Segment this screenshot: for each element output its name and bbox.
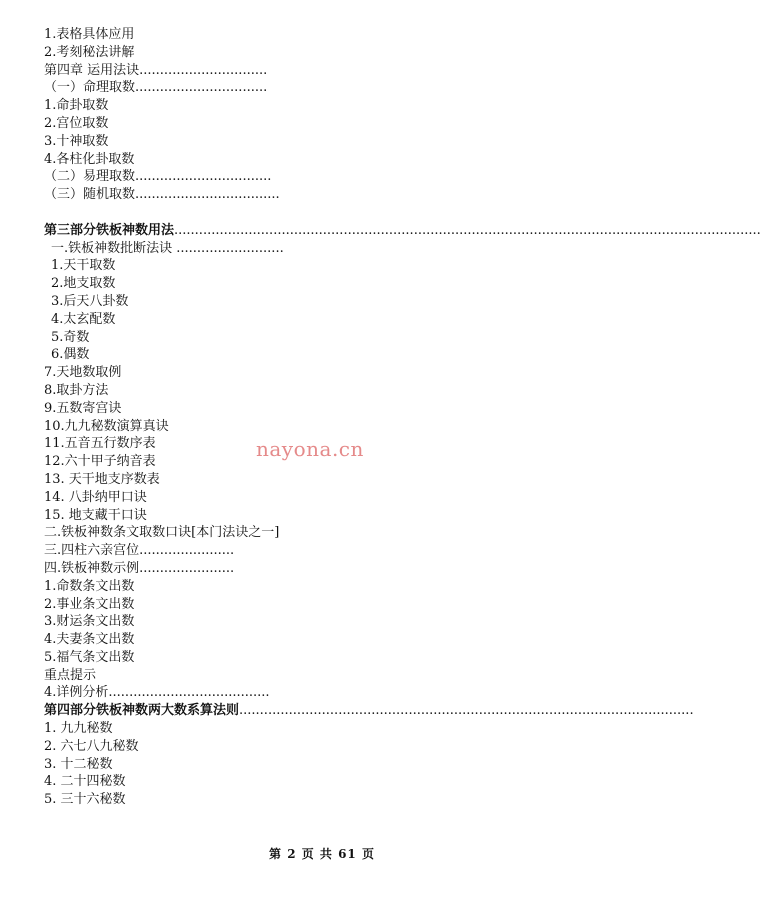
section4-heading-text: 第四部分铁板神数两大数系算法则 — [44, 703, 240, 719]
toc-line: （二）易理取数................................. — [44, 169, 272, 185]
toc-line: 13. 天干地支序数表 — [44, 471, 160, 487]
toc-line: 2.宫位取数 — [44, 115, 109, 131]
toc-line: 2. 六七八九秘数 — [44, 738, 139, 754]
toc-line: 1.天干取数 — [51, 258, 116, 274]
toc-line: 4.太玄配数 — [51, 311, 116, 327]
section3-heading-dots: .............................................................................................................................................. — [174, 222, 761, 238]
toc-line: 10.九九秘数演算真诀 — [44, 418, 169, 434]
section4-heading — [44, 702, 694, 720]
toc-line: 5.奇数 — [51, 329, 90, 345]
toc-line: 重点提示 — [44, 667, 97, 683]
toc-line: 4.详例分析....................................... — [44, 685, 270, 701]
toc-line: 1. 九九秘数 — [44, 721, 113, 737]
toc-line: 2.地支取数 — [51, 276, 116, 292]
toc-line: 第四章 运用法诀............................... — [44, 62, 268, 78]
toc-line: 3.财运条文出数 — [44, 614, 135, 630]
toc-line: 1.命卦取数 — [44, 98, 109, 114]
page-footer: 第 2 页 共 61 页 — [269, 847, 375, 861]
toc-line: 15. 地支藏干口诀 — [44, 507, 147, 523]
section3-heading — [44, 222, 761, 240]
toc-line: 9.五数寄宫诀 — [44, 400, 122, 416]
toc-line: 7.天地数取例 — [44, 365, 122, 381]
toc-line: 2.考刻秘法讲解 — [44, 44, 135, 60]
toc-line: 1.命数条文出数 — [44, 578, 135, 594]
toc-line: 11.五音五行数序表 — [44, 436, 156, 452]
toc-line: 6.偶数 — [51, 347, 90, 363]
toc-line: 4. 二十四秘数 — [44, 774, 126, 790]
spacer — [44, 204, 604, 222]
toc-line: 二.铁板神数条文取数口诀[本门法诀之一] — [44, 525, 280, 541]
section4-heading-dots: .............................................................................................................. — [239, 703, 694, 719]
toc-line: （三）随机取数................................... — [44, 187, 280, 203]
toc-line: 3.后天八卦数 — [51, 293, 129, 309]
toc-line: 三.四柱六亲宫位....................... — [44, 543, 235, 559]
toc-line: 14. 八卦纳甲口诀 — [44, 489, 147, 505]
toc-line: 4.夫妻条文出数 — [44, 632, 135, 648]
toc-line: 1.表格具体应用 — [44, 27, 135, 42]
toc-line: 四.铁板神数示例....................... — [44, 560, 235, 576]
section3-heading-text: 第三部分铁板神数用法 — [44, 222, 175, 238]
toc-line: 一.铁板神数批断法诀 .......................... — [51, 240, 284, 256]
toc-line: 8.取卦方法 — [44, 382, 109, 398]
watermark: nayona.cn — [256, 437, 364, 461]
document-body — [44, 26, 761, 809]
section4-list — [44, 720, 604, 809]
section3-list — [44, 240, 604, 703]
toc-line: 12.六十甲子纳音表 — [44, 454, 156, 470]
toc-top-list — [44, 26, 604, 204]
toc-line: 2.事业条文出数 — [44, 596, 135, 612]
toc-line: 3.十神取数 — [44, 133, 109, 149]
toc-line: 3. 十二秘数 — [44, 756, 113, 772]
toc-line: （一）命理取数................................ — [44, 80, 268, 96]
toc-line: 5. 三十六秘数 — [44, 792, 126, 808]
toc-line: 5.福气条文出数 — [44, 649, 135, 665]
toc-line: 4.各柱化卦取数 — [44, 151, 135, 167]
